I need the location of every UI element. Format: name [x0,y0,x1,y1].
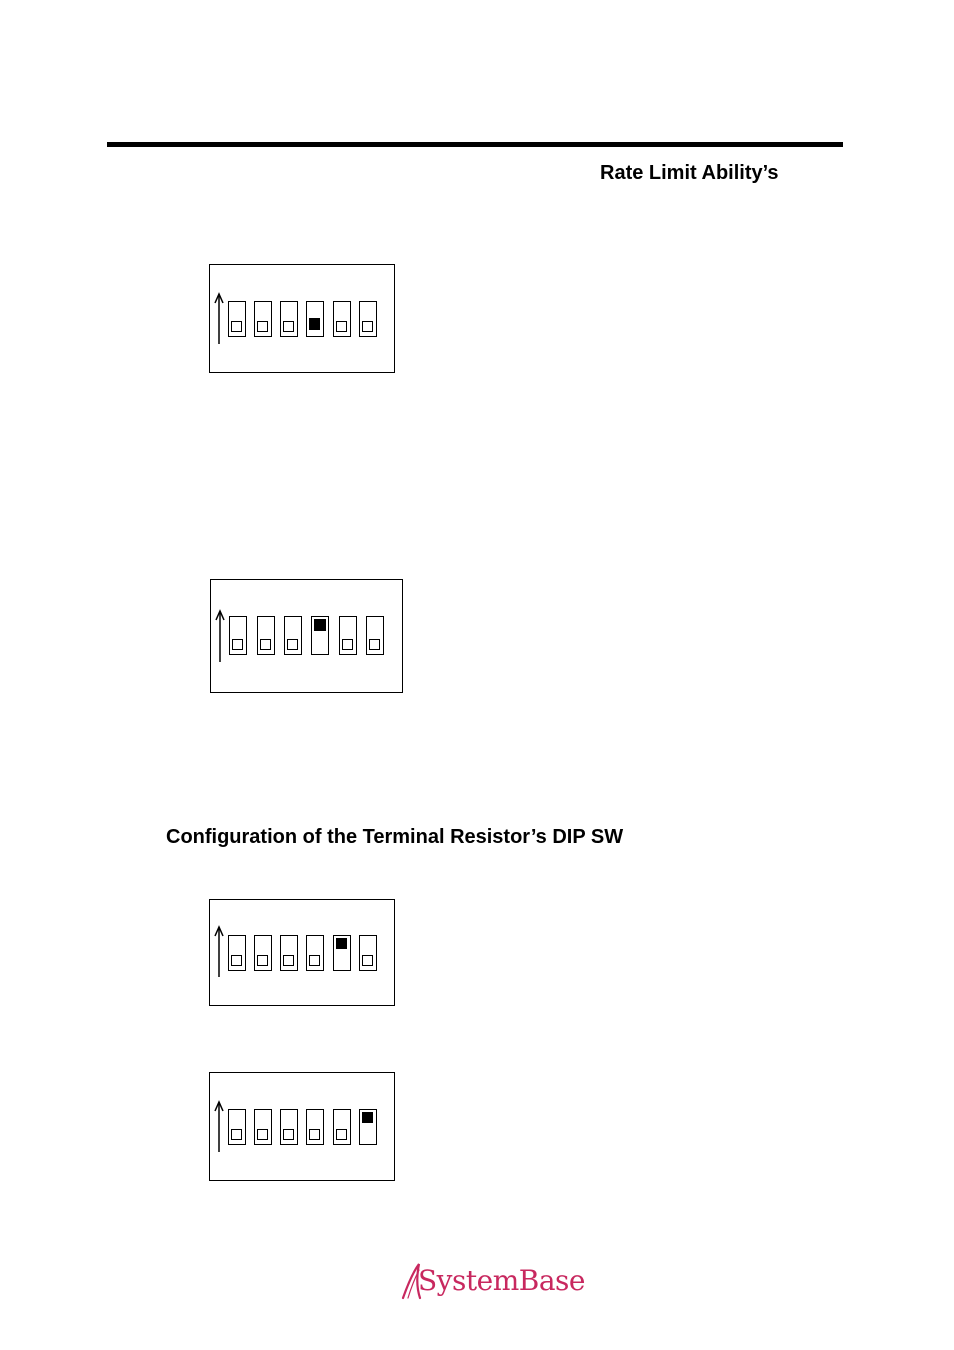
dip-switch-3 [280,301,298,337]
dip-switch-6 [366,616,384,655]
up-arrow-icon [210,1073,230,1182]
dip-switch-2 [254,1109,272,1145]
dip-switch-5 [333,935,351,971]
up-arrow-icon [211,580,231,694]
up-arrow-icon [210,265,230,374]
dip-switch-5 [333,301,351,337]
dip-switch-1 [228,1109,246,1145]
dip-switch-2 [254,301,272,337]
header-rule [107,142,843,147]
terminal-section-title: Configuration of the Terminal Resistor’s DIP SW [166,826,624,848]
up-arrow-icon [210,900,230,1007]
dip-switch-4 [306,935,324,971]
logo-text: SystemBase [418,1264,585,1297]
dip-switch-5 [339,616,357,655]
dip-switch-diagram-2 [210,579,403,693]
dip-switch-5 [333,1109,351,1145]
dip-switch-2 [254,935,272,971]
dip-switch-4 [311,616,329,655]
dip-switch-diagram-4 [209,1072,395,1181]
dip-switch-6 [359,935,377,971]
dip-switch-diagram-3 [209,899,395,1006]
dip-switch-1 [228,301,246,337]
dip-switch-3 [280,1109,298,1145]
dip-switch-1 [229,616,247,655]
systembase-logo [400,1258,585,1308]
dip-switch-4 [306,301,324,337]
dip-switch-diagram-1 [209,264,395,373]
dip-switch-6 [359,301,377,337]
dip-switch-3 [280,935,298,971]
dip-switch-6 [359,1109,377,1145]
dip-switch-1 [228,935,246,971]
dip-switch-4 [306,1109,324,1145]
dip-switch-3 [284,616,302,655]
section-title: Rate Limit Ability’s [600,162,779,184]
dip-switch-2 [257,616,275,655]
